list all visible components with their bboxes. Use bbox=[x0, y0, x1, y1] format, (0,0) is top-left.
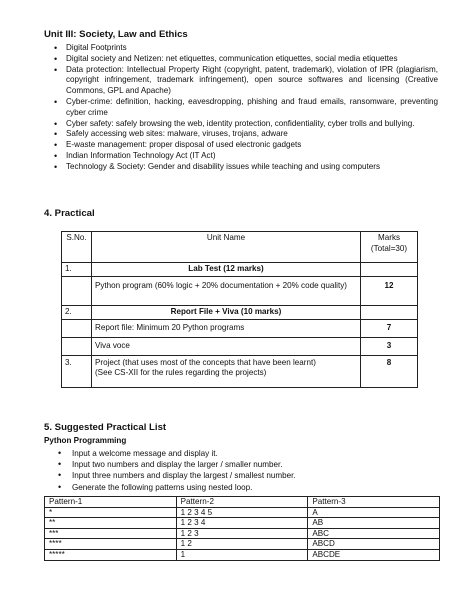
pattern-1-header: Pattern-1 bbox=[45, 497, 177, 508]
pattern-cell: ** bbox=[45, 518, 177, 529]
row-title: Lab Test (12 marks) bbox=[91, 263, 360, 277]
pattern-cell: 1 bbox=[176, 549, 308, 560]
pattern-cell: 1 2 3 bbox=[176, 528, 308, 539]
pattern-cell: A bbox=[308, 507, 440, 518]
row-text: Project (that uses most of the concepts that have been learnt) (See CS-XII for the rules regarding the projects) bbox=[91, 355, 360, 387]
list-item: • Digital Footprints bbox=[44, 43, 438, 54]
list-item: • Cyber-crime: definition, hacking, eavesdropping, phishing and fraud emails, ransomware, preventing cyber crime bbox=[44, 97, 438, 119]
list-item: • Generate the following patterns using nested loop. bbox=[44, 482, 444, 493]
table-row bbox=[62, 355, 418, 387]
practical-heading: 4. Practical bbox=[44, 208, 95, 219]
pattern-cell: 1 2 bbox=[176, 539, 308, 550]
header-marks: Marks (Total=30) bbox=[361, 232, 418, 263]
table-row bbox=[62, 276, 418, 305]
list-item: • Indian Information Technology Act (IT Act) bbox=[44, 151, 438, 162]
list-item: • E-waste management: proper disposal of used electronic gadgets bbox=[44, 140, 438, 151]
unit3-heading: Unit III: Society, Law and Ethics bbox=[44, 29, 188, 40]
row-sno: 1. bbox=[62, 263, 92, 277]
pattern-cell: 1 2 3 4 bbox=[176, 518, 308, 529]
pattern-cell: ABC bbox=[308, 528, 440, 539]
list-item: • Data protection: Intellectual Property Right (copyright, patent, trademark), violation of IPR (plagiarism, copyright infringement, trademark infringement), open source softwares and licensing (Creative Commons, GPL and Apache) bbox=[44, 65, 438, 97]
row-text: Viva voce bbox=[91, 337, 360, 355]
table-header-row bbox=[62, 232, 418, 263]
row-marks: 8 bbox=[361, 355, 418, 387]
pattern-cell: *** bbox=[45, 528, 177, 539]
pattern-cell: AB bbox=[308, 518, 440, 529]
table-row bbox=[45, 539, 440, 550]
python-programming-subheading: Python Programming bbox=[44, 436, 127, 445]
list-item: • Safely accessing web sites: malware, viruses, trojans, adware bbox=[44, 129, 438, 140]
row-title: Report File + Viva (10 marks) bbox=[91, 305, 360, 319]
pattern-cell: **** bbox=[45, 539, 177, 550]
table-row bbox=[45, 518, 440, 529]
list-item: • Cyber safety: safely browsing the web, identity protection, confidentiality, cyber trolls and bullying. bbox=[44, 119, 438, 130]
pattern-3-header: Pattern-3 bbox=[308, 497, 440, 508]
table-row bbox=[45, 549, 440, 560]
list-item: • Input a welcome message and display it. bbox=[44, 448, 444, 459]
pattern-cell: ABCDE bbox=[308, 549, 440, 560]
row-marks: 12 bbox=[361, 276, 418, 305]
table-row bbox=[62, 337, 418, 355]
table-row bbox=[45, 528, 440, 539]
practical-marks-table bbox=[61, 231, 418, 388]
pattern-cell: 1 2 3 4 5 bbox=[176, 507, 308, 518]
row-text: Report file: Minimum 20 Python programs bbox=[91, 319, 360, 337]
pattern-cell: ABCD bbox=[308, 539, 440, 550]
patterns-table bbox=[44, 496, 440, 561]
suggested-heading: 5. Suggested Practical List bbox=[44, 422, 167, 433]
row-marks: 7 bbox=[361, 319, 418, 337]
row-marks: 3 bbox=[361, 337, 418, 355]
header-sno: S.No. bbox=[62, 232, 92, 263]
list-item: • Input two numbers and display the larger / smaller number. bbox=[44, 459, 444, 470]
suggested-list bbox=[44, 448, 444, 493]
unit3-list bbox=[44, 43, 438, 173]
list-item: • Input three numbers and display the largest / smallest number. bbox=[44, 470, 444, 481]
row-text: Python program (60% logic + 20% documentation + 20% code quality) bbox=[91, 276, 360, 305]
pattern-cell: * bbox=[45, 507, 177, 518]
table-row bbox=[45, 507, 440, 518]
pattern-2-header: Pattern-2 bbox=[176, 497, 308, 508]
table-row bbox=[62, 319, 418, 337]
table-row bbox=[62, 305, 418, 319]
row-sno: 2. bbox=[62, 305, 92, 319]
table-header-row bbox=[45, 497, 440, 508]
table-row bbox=[62, 263, 418, 277]
list-item: • Digital society and Netizen: net etiquettes, communication etiquettes, social media etiquettes bbox=[44, 54, 438, 65]
list-item: • Technology & Society: Gender and disability issues while teaching and using computers bbox=[44, 162, 438, 173]
row-sno: 3. bbox=[62, 355, 92, 387]
pattern-cell: ***** bbox=[45, 549, 177, 560]
header-unit-name: Unit Name bbox=[91, 232, 360, 263]
